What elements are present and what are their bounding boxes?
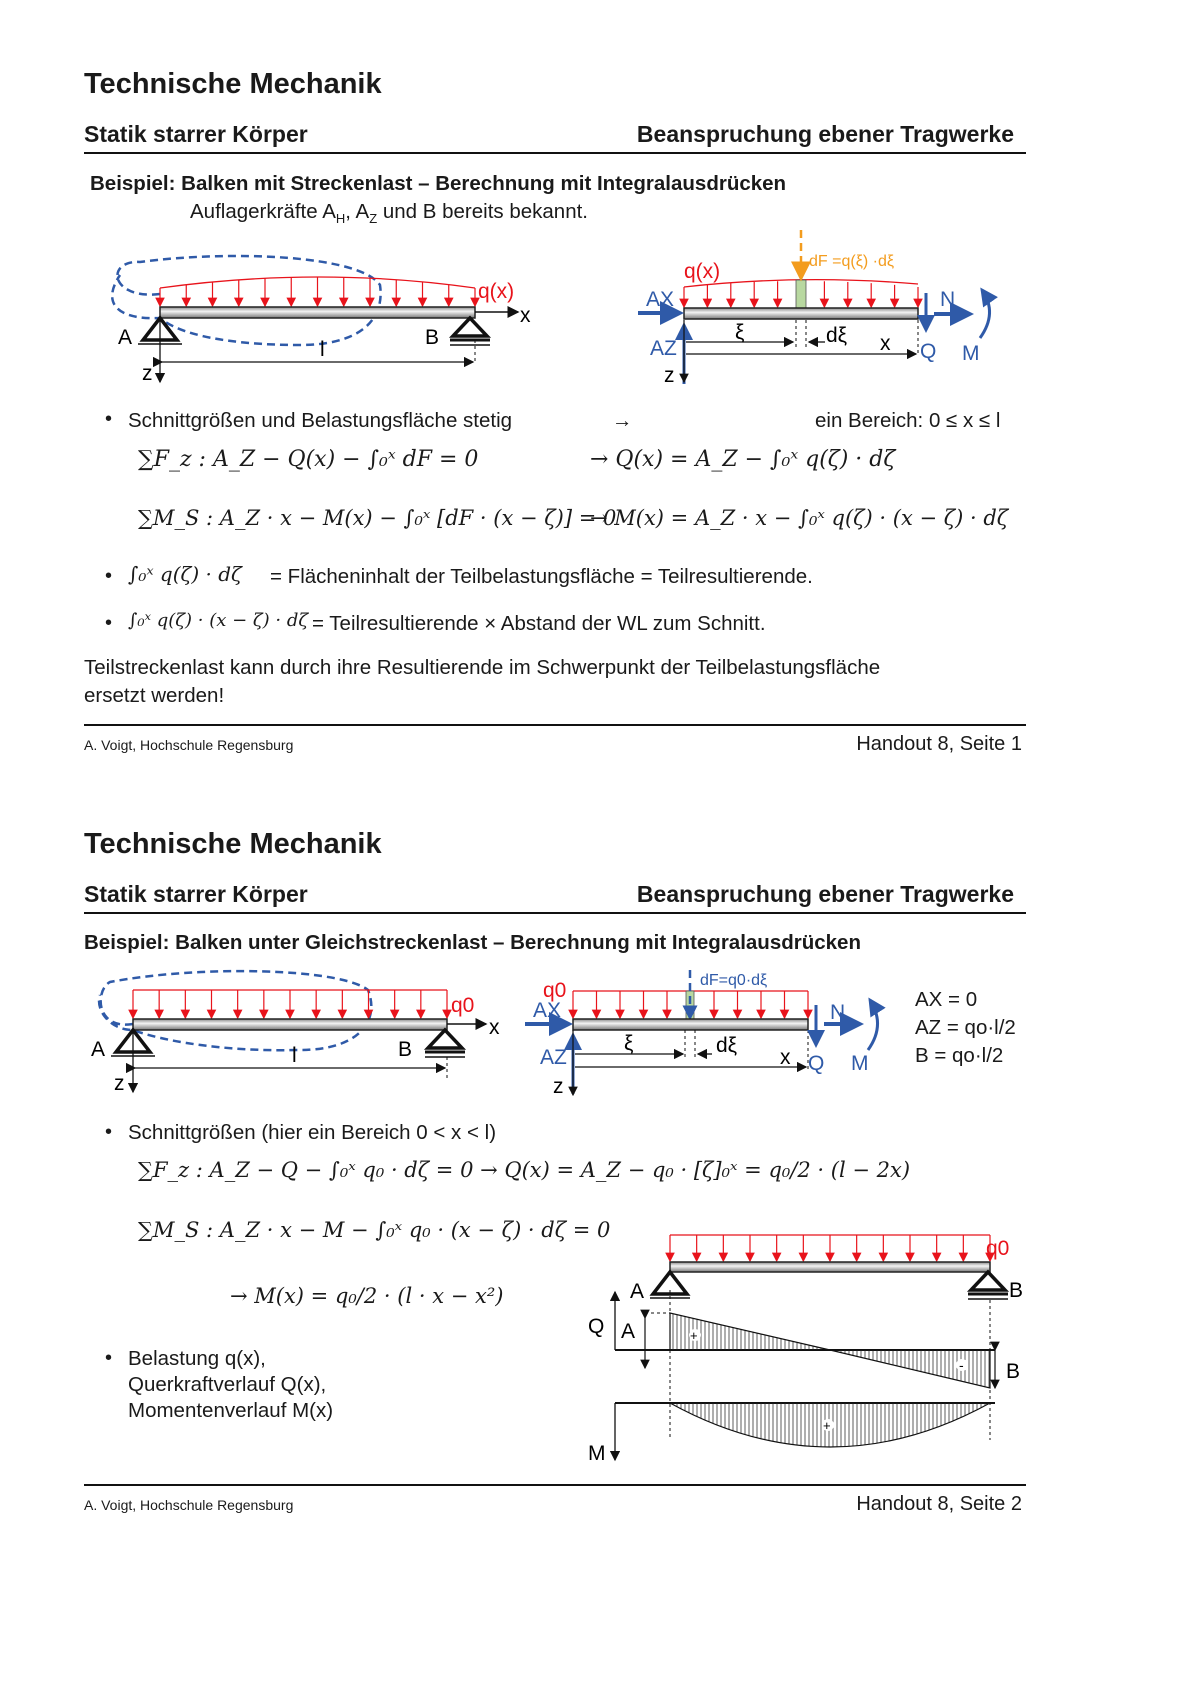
beam [160, 307, 475, 318]
support-b-label: B [1009, 1279, 1024, 1302]
xi-label: ξ [735, 321, 745, 344]
support-b-label: B [425, 326, 440, 349]
length-label: l [320, 338, 325, 361]
p1-left-beam-diagram [112, 256, 531, 385]
load-arrows [160, 277, 475, 306]
page1-example-note: Auflagerkräfte $A_H$, $A_Z$ und B bereits bekannt. [190, 200, 588, 227]
page1-footer-rule [84, 724, 1026, 726]
support-a-label: A [630, 1280, 645, 1303]
bullet: • [105, 1347, 113, 1369]
page2-example-heading: Beispiel: Balken unter Gleichstreckenlast – Berechnung mit Integralausdrücken [84, 931, 861, 954]
support-b-icon [428, 1030, 462, 1048]
negative-sign: - [959, 1357, 964, 1373]
x-label: x [880, 332, 891, 355]
beam [133, 1019, 447, 1030]
p2-equation-ms: ∑M_S : A_Z · x − M − ∫₀ˣ q₀ · (x − ζ) · dζ = 0 [138, 1218, 611, 1242]
support-b-icon [453, 318, 487, 336]
result-az: AZ = qo·l/2 [915, 1016, 1016, 1039]
page1-subtitle-left: Statik starrer Körper [84, 121, 308, 147]
p1-bullet3-text: = Teilresultierende × Abstand der WL zum Schnitt. [312, 612, 766, 635]
support-b-icon [971, 1272, 1005, 1290]
ax-label: AX [646, 288, 675, 311]
az-label: AZ [540, 1046, 567, 1069]
p1-bullet1-range: ein Bereich: 0 ≤ x ≤ l [815, 409, 1001, 432]
page1-title: Technische Mechanik [84, 68, 382, 100]
support-b-label: B [398, 1038, 413, 1061]
p1-equation-q: → Q(x) = A_Z − ∫₀ˣ q(ζ) · dζ [590, 447, 896, 472]
page1-subtitle-right: Beanspruchung ebener Tragwerke [636, 121, 1014, 147]
load-label: q0 [451, 994, 475, 1017]
p2-bullet2-line2: Querkraftverlauf Q(x), [128, 1373, 327, 1396]
page2-header-rule [84, 912, 1026, 914]
p1-equation-m: → M(x) = A_Z · x − ∫₀ˣ q(ζ) · (x − ζ) · dζ [590, 506, 1009, 530]
a-value-label: A [621, 1320, 636, 1343]
page1-example-heading: Beispiel: Balken mit Streckenlast – Berechnung mit Integralausdrücken [90, 172, 787, 195]
x-axis-label: x [489, 1016, 500, 1039]
bullet: • [105, 1121, 113, 1143]
page2-footer-page: Handout 8, Seite 2 [856, 1493, 1022, 1515]
m-label: M [851, 1052, 869, 1075]
p2-equation-m: → M(x) = q₀/2 · (l · x − x²) [230, 1284, 504, 1308]
free-body-dashed-outline [112, 256, 380, 345]
p2-bullet2-line1: Belastung q(x), [128, 1347, 266, 1370]
result-ax: AX = 0 [915, 988, 978, 1011]
load-arrows [133, 990, 447, 1018]
load-label: q(x) [684, 260, 721, 283]
m-arc [980, 290, 990, 338]
p1-paragraph-line1: Teilstreckenlast kann durch ihre Resultierende im Schwerpunkt der Teilbelastungsfläche [84, 656, 881, 679]
element-force-label: dF =q(ξ) ·dξ [809, 253, 895, 270]
page2-subtitle-left: Statik starrer Körper [84, 881, 308, 907]
dxi-label: dξ [826, 324, 848, 347]
x-axis-label: x [520, 304, 531, 327]
x-label: x [780, 1046, 791, 1069]
p2-bullet2-line3: Momentenverlauf M(x) [128, 1399, 334, 1422]
n-label: N [830, 1001, 846, 1024]
z-label: z [553, 1075, 564, 1098]
n-label: N [940, 288, 956, 311]
p1-bullet1-arrow: → [612, 409, 633, 432]
element-strip [796, 280, 806, 308]
dxi-label: dξ [716, 1034, 738, 1057]
p1-bullet2-math: ∫₀ˣ q(ζ) · dζ [128, 562, 242, 586]
page1-footer-author: A. Voigt, Hochschule Regensburg [84, 737, 294, 753]
page2-footer-rule [84, 1484, 1026, 1486]
support-a-label: A [91, 1038, 106, 1061]
page2-title: Technische Mechanik [84, 828, 382, 860]
page2-subtitle-right: Beanspruchung ebener Tragwerke [636, 881, 1014, 907]
m-label: M [962, 342, 980, 365]
z-axis-label: z [114, 1072, 125, 1095]
support-a-label: A [118, 326, 133, 349]
bullet: • [105, 408, 113, 430]
load-label: q0 [986, 1237, 1010, 1260]
result-b: B = qo·l/2 [915, 1044, 1004, 1067]
load-label: q0 [543, 979, 567, 1002]
p1-paragraph-line2: ersetzt werden! [84, 684, 225, 707]
beam [684, 308, 918, 319]
b-value-label: B [1006, 1360, 1021, 1383]
p2-shear-moment-diagram [588, 1235, 1023, 1465]
az-label: AZ [650, 337, 677, 360]
p1-bullet2-text: = Flächeninhalt der Teilbelastungsfläche = Teilresultierende. [270, 565, 813, 588]
bullet: • [105, 565, 113, 587]
page2-footer-author: A. Voigt, Hochschule Regensburg [84, 1497, 294, 1513]
bullet: • [105, 612, 113, 634]
q-label: Q [808, 1052, 825, 1075]
page1-footer-page: Handout 8, Seite 1 [856, 733, 1022, 755]
p2-right-cut-diagram [525, 970, 878, 1098]
element-force-label: dF=q0·dξ [700, 972, 768, 989]
positive-sign: + [690, 1328, 698, 1343]
p2-equation-fz: ∑F_z : A_Z − Q − ∫₀ˣ q₀ · dζ = 0 → Q(x) = A_Z − q₀ · [ζ]₀ˣ = q₀/2 · (l − 2x) [138, 1158, 911, 1182]
q-axis-label: Q [588, 1315, 605, 1338]
load-label: q(x) [478, 280, 515, 303]
p2-left-beam-diagram [91, 971, 500, 1095]
load-arrows [670, 1235, 990, 1261]
z-axis-label: z [142, 362, 153, 385]
p2-bullet1-text: Schnittgrößen (hier ein Bereich 0 < x < l) [128, 1121, 497, 1144]
z-label: z [664, 364, 675, 387]
length-label: l [292, 1044, 297, 1067]
m-arc [868, 1000, 878, 1050]
p1-equation-ms: ∑M_S : A_Z · x − M(x) − ∫₀ˣ [dF · (x − ζ)] = 0 [138, 506, 617, 530]
p1-equation-fz: ∑F_z : A_Z − Q(x) − ∫₀ˣ dF = 0 [138, 447, 479, 472]
p1-right-cut-diagram [638, 230, 990, 387]
beam [670, 1262, 990, 1272]
ax-label: AX [533, 999, 562, 1022]
xi-label: ξ [624, 1032, 634, 1055]
p1-bullet3-math: ∫₀ˣ q(ζ) · (x − ζ) · dζ [128, 610, 309, 631]
beam [573, 1019, 808, 1030]
moment-positive-sign: + [823, 1418, 831, 1433]
m-axis-label: M [588, 1442, 606, 1465]
q-label: Q [920, 340, 937, 363]
p1-bullet1-text: Schnittgrößen und Belastungsfläche stetig [128, 409, 513, 432]
